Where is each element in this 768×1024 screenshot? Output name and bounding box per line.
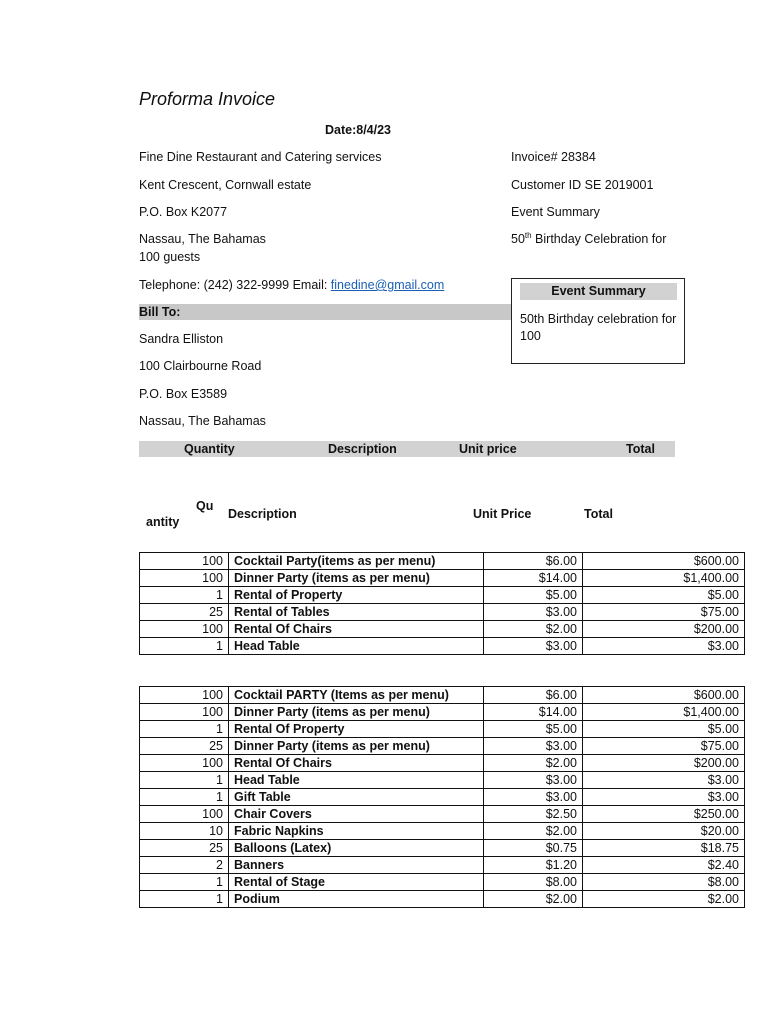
- cell-unit: $2.00: [484, 621, 583, 638]
- cell-total: $3.00: [583, 772, 745, 789]
- bill-to-po-box: P.O. Box E3589: [139, 387, 228, 401]
- cell-desc: Rental Of Property: [229, 721, 484, 738]
- table-row: [140, 806, 745, 823]
- cell-unit: $3.00: [484, 638, 583, 655]
- cell-total: $1,400.00: [583, 570, 745, 587]
- cell-unit: $3.00: [484, 738, 583, 755]
- phone-label: Telephone: (242) 322-9999 Email:: [139, 278, 331, 292]
- cell-unit: $0.75: [484, 840, 583, 857]
- cell-qty: 10: [140, 823, 229, 840]
- company-name: Fine Dine Restaurant and Catering services: [139, 150, 382, 164]
- cell-qty: 100: [140, 704, 229, 721]
- table-row: [140, 840, 745, 857]
- cell-unit: $2.00: [484, 823, 583, 840]
- second-header-description: Description: [228, 507, 297, 521]
- cell-total: $200.00: [583, 755, 745, 772]
- cell-total: $3.00: [583, 789, 745, 806]
- table-row: [140, 738, 745, 755]
- cell-unit: $2.00: [484, 755, 583, 772]
- cell-total: $5.00: [583, 721, 745, 738]
- table-row: [140, 891, 745, 908]
- table-row: [140, 687, 745, 704]
- table-row: [140, 704, 745, 721]
- cell-unit: $3.00: [484, 789, 583, 806]
- cell-qty: 100: [140, 570, 229, 587]
- table-row: [140, 721, 745, 738]
- cell-desc: Head Table: [229, 772, 484, 789]
- table-row: [140, 823, 745, 840]
- table-row: [140, 789, 745, 806]
- cell-total: $600.00: [583, 553, 745, 570]
- second-header-qty-bottom: antity: [146, 515, 180, 529]
- cell-qty: 100: [140, 553, 229, 570]
- table-row: [140, 857, 745, 874]
- table-row: [140, 874, 745, 891]
- table-row: [140, 621, 745, 638]
- cell-total: $75.00: [583, 604, 745, 621]
- cell-total: $8.00: [583, 874, 745, 891]
- table-row: [140, 604, 745, 621]
- cell-total: $600.00: [583, 687, 745, 704]
- cell-unit: $1.20: [484, 857, 583, 874]
- cell-qty: 100: [140, 755, 229, 772]
- cell-desc: Rental Of Chairs: [229, 755, 484, 772]
- cell-unit: $5.00: [484, 587, 583, 604]
- header-total: Total: [626, 442, 655, 456]
- header-unit-price: Unit price: [459, 442, 517, 456]
- cell-qty: 25: [140, 840, 229, 857]
- cell-unit: $2.00: [484, 891, 583, 908]
- cell-total: $20.00: [583, 823, 745, 840]
- company-po-box: P.O. Box K2077: [139, 205, 228, 219]
- cell-total: $2.00: [583, 891, 745, 908]
- bill-to-label: Bill To:: [139, 305, 181, 319]
- cell-unit: $6.00: [484, 687, 583, 704]
- cell-qty: 100: [140, 806, 229, 823]
- cell-desc: Rental of Property: [229, 587, 484, 604]
- cell-qty: 1: [140, 772, 229, 789]
- event-summary-heading: Event Summary: [520, 283, 677, 300]
- cell-unit: $14.00: [484, 704, 583, 721]
- event-number: 50: [511, 232, 525, 246]
- table-row: [140, 772, 745, 789]
- cell-desc: Dinner Party (items as per menu): [229, 570, 484, 587]
- cell-total: $200.00: [583, 621, 745, 638]
- cell-desc: Dinner Party (items as per menu): [229, 704, 484, 721]
- cell-unit: $8.00: [484, 874, 583, 891]
- event-summary-text: 50th Birthday celebration for 100: [520, 312, 677, 343]
- event-rest: Birthday Celebration for: [531, 232, 667, 246]
- cell-qty: 1: [140, 721, 229, 738]
- cell-qty: 2: [140, 857, 229, 874]
- bill-to-bar: [139, 304, 511, 320]
- company-city: Nassau, The Bahamas: [139, 232, 266, 246]
- cell-desc: Fabric Napkins: [229, 823, 484, 840]
- table-row: [140, 755, 745, 772]
- cell-unit: $3.00: [484, 604, 583, 621]
- bill-to-name: Sandra Elliston: [139, 332, 224, 346]
- cell-desc: Banners: [229, 857, 484, 874]
- second-header-unit-price: Unit Price: [473, 507, 532, 521]
- table-row: [140, 570, 745, 587]
- cell-qty: 1: [140, 638, 229, 655]
- cell-qty: 1: [140, 874, 229, 891]
- cell-unit: $14.00: [484, 570, 583, 587]
- cell-total: $1,400.00: [583, 704, 745, 721]
- cell-total: $3.00: [583, 638, 745, 655]
- cell-unit: $3.00: [484, 772, 583, 789]
- cell-desc: Rental Of Chairs: [229, 621, 484, 638]
- table-row: [140, 553, 745, 570]
- items-table-2: [139, 686, 745, 908]
- bill-to-street: 100 Clairbourne Road: [139, 359, 262, 373]
- cell-qty: 25: [140, 604, 229, 621]
- cell-desc: Cocktail Party(items as per menu): [229, 553, 484, 570]
- invoice-number: Invoice# 28384: [511, 150, 596, 164]
- cell-qty: 1: [140, 891, 229, 908]
- cell-unit: $5.00: [484, 721, 583, 738]
- event-ordinal: th: [524, 230, 532, 240]
- cell-total: $75.00: [583, 738, 745, 755]
- table-row: [140, 587, 745, 604]
- cell-qty: 100: [140, 687, 229, 704]
- second-header-total: Total: [584, 507, 613, 521]
- cell-desc: Rental of Tables: [229, 604, 484, 621]
- cell-desc: Dinner Party (items as per menu): [229, 738, 484, 755]
- cell-qty: 25: [140, 738, 229, 755]
- page-title: Proforma Invoice: [139, 89, 276, 109]
- cell-desc: Podium: [229, 891, 484, 908]
- company-street: Kent Crescent, Cornwall estate: [139, 178, 312, 192]
- bill-to-city: Nassau, The Bahamas: [139, 414, 266, 428]
- table-row: [140, 638, 745, 655]
- cell-unit: $6.00: [484, 553, 583, 570]
- cell-desc: Head Table: [229, 638, 484, 655]
- event-summary-label: Event Summary: [511, 205, 600, 219]
- invoice-date: Date:8/4/23: [325, 123, 392, 137]
- cell-total: $2.40: [583, 857, 745, 874]
- cell-unit: $2.50: [484, 806, 583, 823]
- cell-total: $5.00: [583, 587, 745, 604]
- cell-qty: 1: [140, 789, 229, 806]
- event-description: [511, 232, 666, 246]
- cell-desc: Gift Table: [229, 789, 484, 806]
- email-link[interactable]: finedine@gmail.com: [330, 278, 445, 292]
- cell-qty: 100: [140, 621, 229, 638]
- cell-desc: Rental of Stage: [229, 874, 484, 891]
- second-header-qty-top: Qu: [196, 499, 214, 513]
- cell-desc: Chair Covers: [229, 806, 484, 823]
- header-quantity: Quantity: [184, 442, 235, 456]
- company-guests: 100 guests: [139, 250, 201, 264]
- customer-id: Customer ID SE 2019001: [511, 178, 654, 192]
- cell-qty: 1: [140, 587, 229, 604]
- cell-desc: Cocktail PARTY (Items as per menu): [229, 687, 484, 704]
- company-contact: [139, 278, 444, 292]
- header-description: Description: [328, 442, 397, 456]
- items-table-1: [139, 552, 745, 655]
- cell-total: $250.00: [583, 806, 745, 823]
- cell-total: $18.75: [583, 840, 745, 857]
- cell-desc: Balloons (Latex): [229, 840, 484, 857]
- event-summary-box: [511, 278, 685, 364]
